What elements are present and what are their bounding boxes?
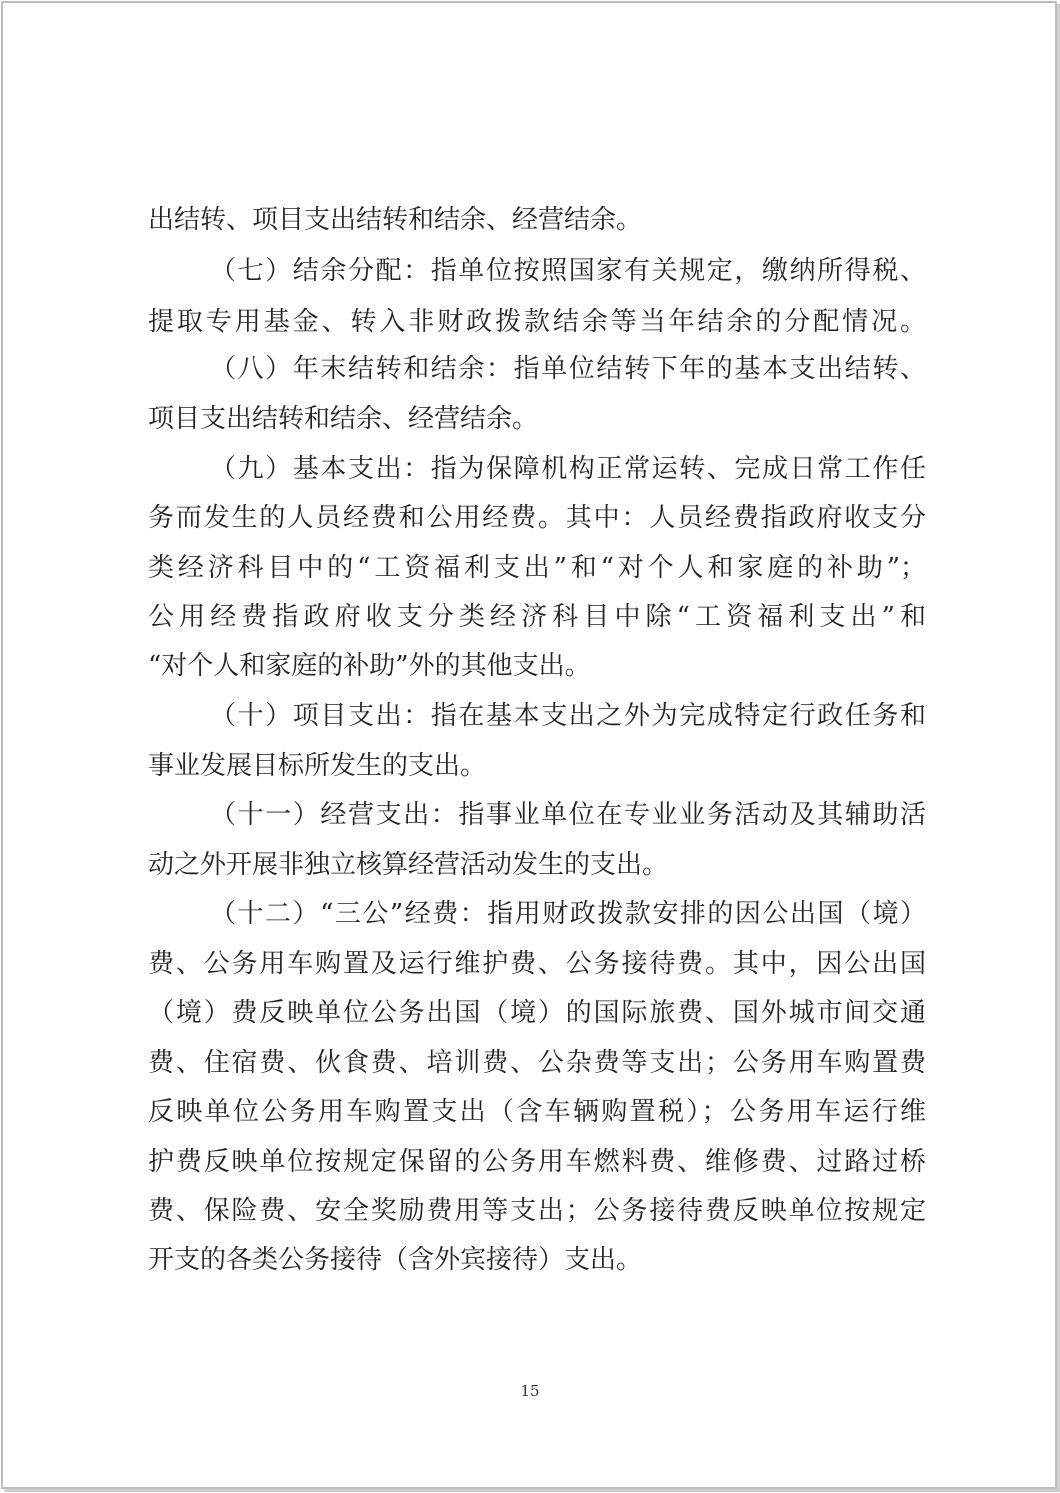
text-line: （境）费反映单位公务出国（境）的国际旅费、国外城市间交通 bbox=[148, 998, 926, 1028]
text-line: 务而发生的人员经费和公用经费。其中：人员经费指政府收支分 bbox=[148, 503, 926, 533]
text-line: 类经济科目中的“工资福利支出”和“对个人和家庭的补助”； bbox=[148, 553, 926, 583]
text-line: 出结转、项目支出结转和结余、经营结余。 bbox=[148, 205, 643, 235]
text-line: 项目支出结转和结余、经营结余。 bbox=[148, 404, 539, 434]
text-line: 事业发展目标所发生的支出。 bbox=[148, 751, 487, 781]
text-line: 反映单位公务用车购置支出（含车辆购置税）；公务用车运行维 bbox=[148, 1097, 926, 1127]
text-line: （八）年末结转和结余：指单位结转下年的基本支出结转、 bbox=[210, 354, 926, 384]
page-number: 15 bbox=[520, 1382, 540, 1400]
text-line: 费、保险费、安全奖励费用等支出；公务接待费反映单位按规定 bbox=[148, 1196, 926, 1226]
text-line: （九）基本支出：指为保障机构正常运转、完成日常工作任 bbox=[210, 454, 926, 484]
text-line: （七）结余分配：指单位按照国家有关规定，缴纳所得税、 bbox=[210, 256, 926, 286]
text-line: 费、住宿费、伙食费、培训费、公杂费等支出；公务用车购置费 bbox=[148, 1048, 926, 1078]
text-line: 公用经费指政府收支分类经济科目中除“工资福利支出”和 bbox=[148, 602, 926, 632]
text-line: 护费反映单位按规定保留的公务用车燃料费、维修费、过路过桥 bbox=[148, 1147, 926, 1177]
text-line: （十二）“三公”经费：指用财政拨款安排的因公出国（境） bbox=[210, 899, 926, 929]
text-line: “对个人和家庭的补助”外的其他支出。 bbox=[148, 651, 591, 681]
text-line: 动之外开展非独立核算经营活动发生的支出。 bbox=[148, 850, 669, 880]
text-line: （十一）经营支出：指事业单位在专业业务活动及其辅助活 bbox=[210, 800, 926, 830]
text-line: 提取专用基金、转入非财政拨款结余等当年结余的分配情况。 bbox=[148, 307, 926, 337]
text-line: 开支的各类公务接待（含外宾接待）支出。 bbox=[148, 1245, 643, 1275]
text-line: 费、公务用车购置及运行维护费、公务接待费。其中，因公出国 bbox=[148, 949, 926, 979]
text-line: （十）项目支出：指在基本支出之外为完成特定行政任务和 bbox=[210, 701, 926, 731]
